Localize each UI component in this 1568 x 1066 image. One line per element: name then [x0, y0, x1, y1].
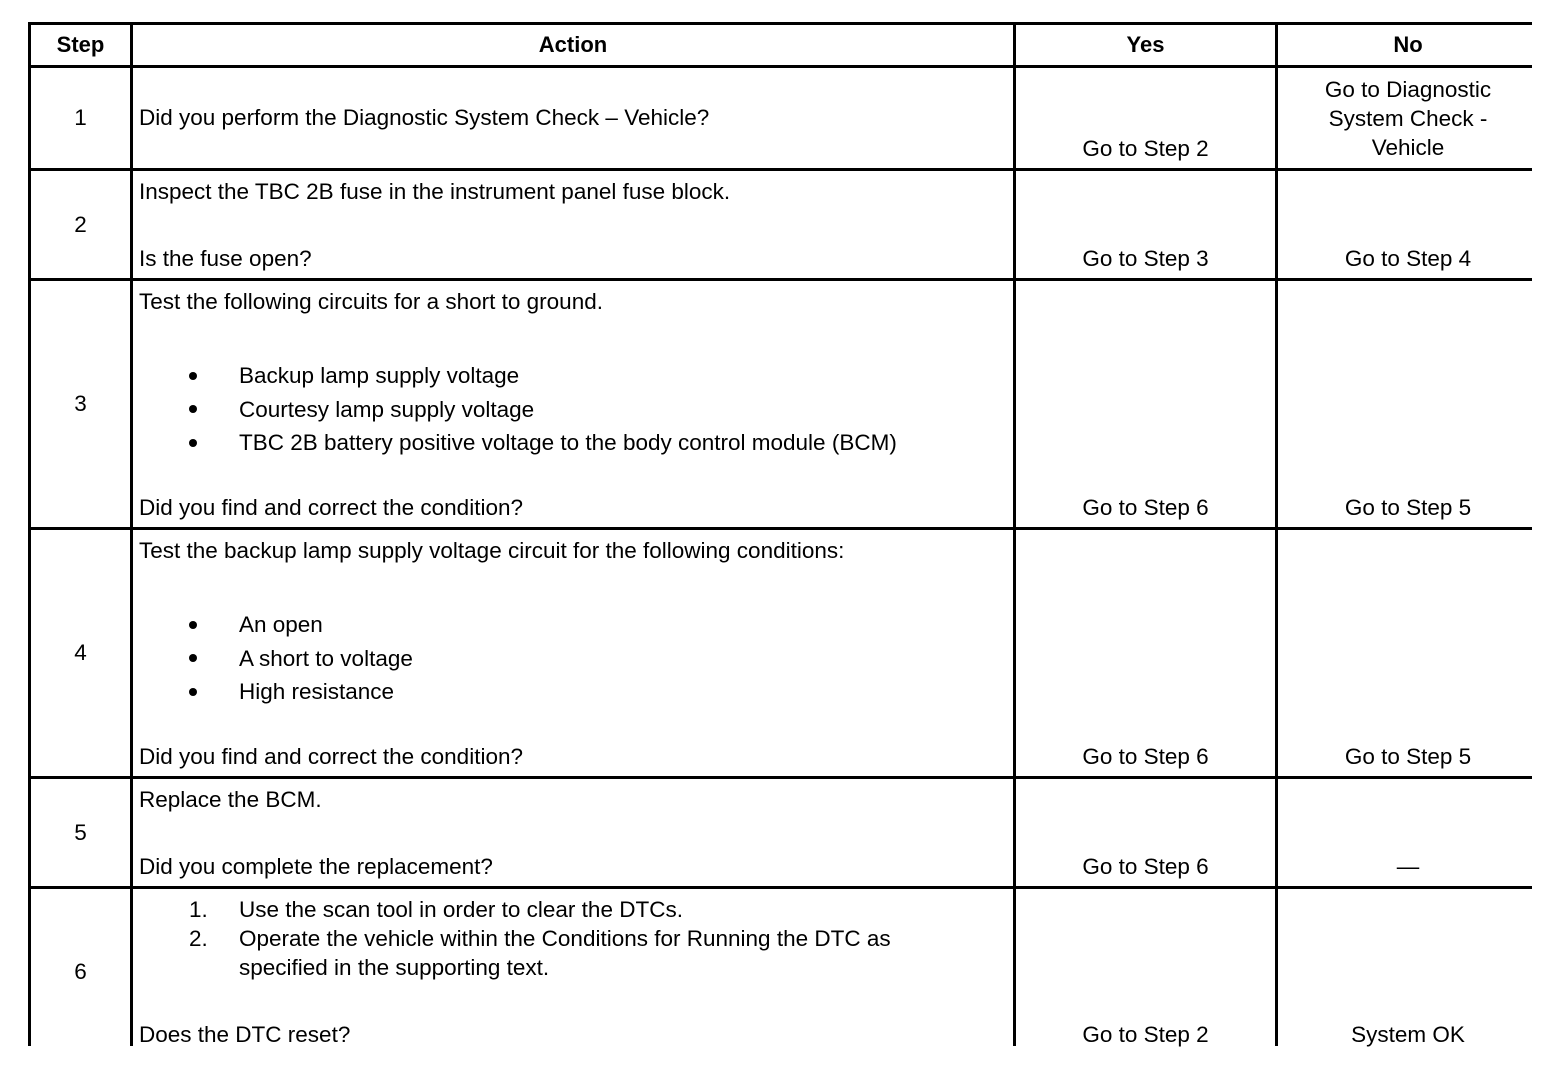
action-instruction: Inspect the TBC 2B fuse in the instrument panel fuse block.: [139, 179, 731, 204]
action-instruction: Test the backup lamp supply voltage circuit for the following conditions:: [139, 538, 845, 563]
bullet-icon: [189, 372, 197, 380]
yes-cell-3: [1016, 281, 1275, 527]
action-cell-2: [133, 171, 1013, 278]
bullet-icon: [189, 688, 197, 696]
action-cell-6: [133, 889, 1013, 1054]
no-cell-3: [1278, 281, 1538, 527]
action-cell-1: [133, 68, 1013, 168]
no-answer: Go to Step 4: [1344, 246, 1472, 271]
header-no: No: [1278, 25, 1538, 65]
header-yes: Yes: [1016, 25, 1275, 65]
list-item-text: High resistance: [239, 679, 395, 704]
list-item: [189, 359, 897, 393]
action-question: Did you perform the Diagnostic System Check – Vehicle?: [139, 105, 710, 130]
list-item: [189, 675, 413, 709]
step-number-6: 6: [31, 889, 130, 1054]
yes-cell-2: [1016, 171, 1275, 278]
list-item-text: Operate the vehicle within the Conditions for Running the DTC as specified in the supporting text.: [239, 926, 891, 980]
action-question: Did you find and correct the condition?: [139, 495, 523, 520]
list-item-text: Use the scan tool in order to clear the DTCs.: [239, 897, 683, 922]
list-item: [183, 895, 973, 924]
numbered-list: [183, 895, 973, 982]
bullet-list: [189, 608, 413, 709]
header-action: Action: [133, 25, 1013, 65]
list-item: [189, 393, 897, 427]
bullet-icon: [189, 439, 197, 447]
action-question: Did you complete the replacement?: [139, 854, 493, 879]
yes-answer: Go to Step 6: [1082, 495, 1209, 520]
action-question: Does the DTC reset?: [139, 1022, 351, 1047]
step-number-1: 1: [31, 68, 130, 168]
no-answer: System OK: [1351, 1022, 1465, 1047]
action-cell-5: [133, 779, 1013, 886]
no-answer-line: System Check -: [1328, 106, 1488, 131]
list-item-number: 1.: [189, 897, 208, 922]
no-answer: [1278, 75, 1538, 162]
list-item: [189, 426, 897, 460]
step-number-3: 3: [31, 281, 130, 527]
yes-cell-5: [1016, 779, 1275, 886]
action-cell-3: [133, 281, 1013, 527]
yes-answer: Go to Step 2: [1082, 136, 1209, 161]
no-cell-1: [1278, 68, 1538, 168]
list-item: [189, 642, 413, 676]
list-item: [183, 924, 973, 982]
bullet-icon: [189, 621, 197, 629]
list-item: [189, 608, 413, 642]
header-step: Step: [31, 25, 130, 65]
yes-answer: Go to Step 6: [1082, 854, 1209, 879]
action-instruction: Replace the BCM.: [139, 787, 322, 812]
bullet-icon: [189, 405, 197, 413]
no-answer-line: Go to Diagnostic: [1324, 77, 1492, 102]
action-question: Did you find and correct the condition?: [139, 744, 523, 769]
yes-cell-4: [1016, 530, 1275, 776]
bullet-icon: [189, 654, 197, 662]
no-answer: —: [1396, 854, 1420, 879]
list-item-number: 2.: [189, 926, 208, 951]
yes-cell-6: [1016, 889, 1275, 1054]
no-cell-6: [1278, 889, 1538, 1054]
list-item-text: Backup lamp supply voltage: [239, 363, 520, 388]
list-item-text: An open: [239, 612, 323, 637]
no-answer: Go to Step 5: [1344, 744, 1472, 769]
action-cell-4: [133, 530, 1013, 776]
step-number-2: 2: [31, 171, 130, 278]
yes-answer: Go to Step 2: [1082, 1022, 1209, 1047]
list-item-text: A short to voltage: [239, 645, 413, 671]
no-cell-5: [1278, 779, 1538, 886]
bullet-list: [189, 359, 897, 460]
yes-answer: Go to Step 6: [1082, 744, 1209, 769]
no-answer: Go to Step 5: [1344, 495, 1472, 520]
action-instruction: Test the following circuits for a short to ground.: [139, 289, 603, 314]
list-item-text: TBC 2B battery positive voltage to the body control module (BCM): [239, 430, 897, 455]
no-cell-2: [1278, 171, 1538, 278]
yes-cell-1: [1016, 68, 1275, 168]
diagnostic-table: [28, 22, 1532, 1046]
step-number-5: 5: [31, 779, 130, 886]
no-answer-line: Vehicle: [1371, 135, 1445, 160]
no-cell-4: [1278, 530, 1538, 776]
yes-answer: Go to Step 3: [1082, 246, 1209, 271]
step-number-4: 4: [31, 530, 130, 776]
action-question: Is the fuse open?: [139, 246, 312, 271]
list-item-text: Courtesy lamp supply voltage: [239, 396, 535, 422]
